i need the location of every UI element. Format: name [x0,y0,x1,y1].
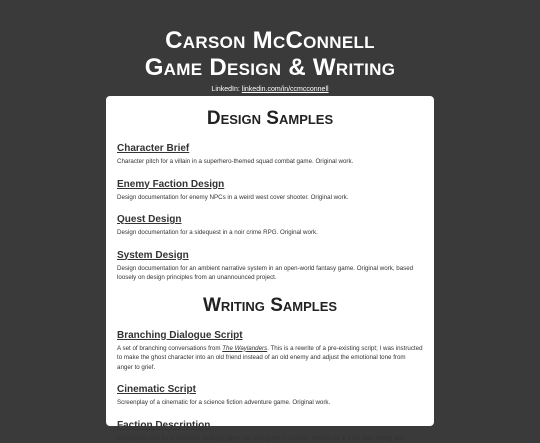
game-title-link[interactable]: The Waylanders [222,345,267,352]
list-item [117,415,423,443]
desc-text-post: . This is a rewrite of a pre-existing script; I was instructed to make the ghost character into an old friend instead of an old enemy and adjust the emotional tone from anger to grief. [117,345,423,371]
list-item [117,174,423,203]
writing-samples-heading: Writing Samples [117,295,423,317]
page-header [0,0,540,94]
list-item [117,245,423,283]
item-description: Character pitch for a villain in a superhero-themed squad combat game. Original work. [117,157,423,167]
linkedin-label: LinkedIn: [211,86,239,93]
cinematic-script-link[interactable]: Cinematic Script [117,384,196,396]
linkedin-link[interactable]: linkedin.com/in/ccmcconnell [242,86,329,93]
enemy-faction-design-link[interactable]: Enemy Faction Design [117,179,224,191]
list-item [117,325,423,373]
quest-design-link[interactable]: Quest Design [117,214,181,226]
desc-text-pre: A set of branching conversations from [117,345,222,352]
design-samples-heading: Design Samples [117,108,423,130]
item-description: Design documentation for a sidequest in a noir crime RPG. Original work. [117,228,423,238]
faction-description-link[interactable]: Faction Description [117,420,210,432]
list-item [117,209,423,238]
author-name: Carson McConnell [0,27,540,54]
list-item [117,138,423,167]
item-description: Design documentation for an ambient narrative system in an open-world fantasy game. Original work, based loosely on design principles from an unannounced project. [117,264,423,283]
item-description: Design documentation for enemy NPCs in a weird west cover shooter. Original work. [117,193,423,203]
character-brief-link[interactable]: Character Brief [117,143,189,155]
linkedin-line [0,85,540,94]
page-subtitle: Game Design & Writing [0,54,540,81]
item-description [117,344,423,373]
item-description: Description text for a historical strategy game set during the Crusades. Written for a Total War writing test. [117,434,423,443]
samples-card [106,96,434,426]
list-item [117,379,423,408]
system-design-link[interactable]: System Design [117,250,189,262]
item-description: Screenplay of a cinematic for a science fiction adventure game. Original work. [117,398,423,408]
branching-dialogue-script-link[interactable]: Branching Dialogue Script [117,330,243,342]
